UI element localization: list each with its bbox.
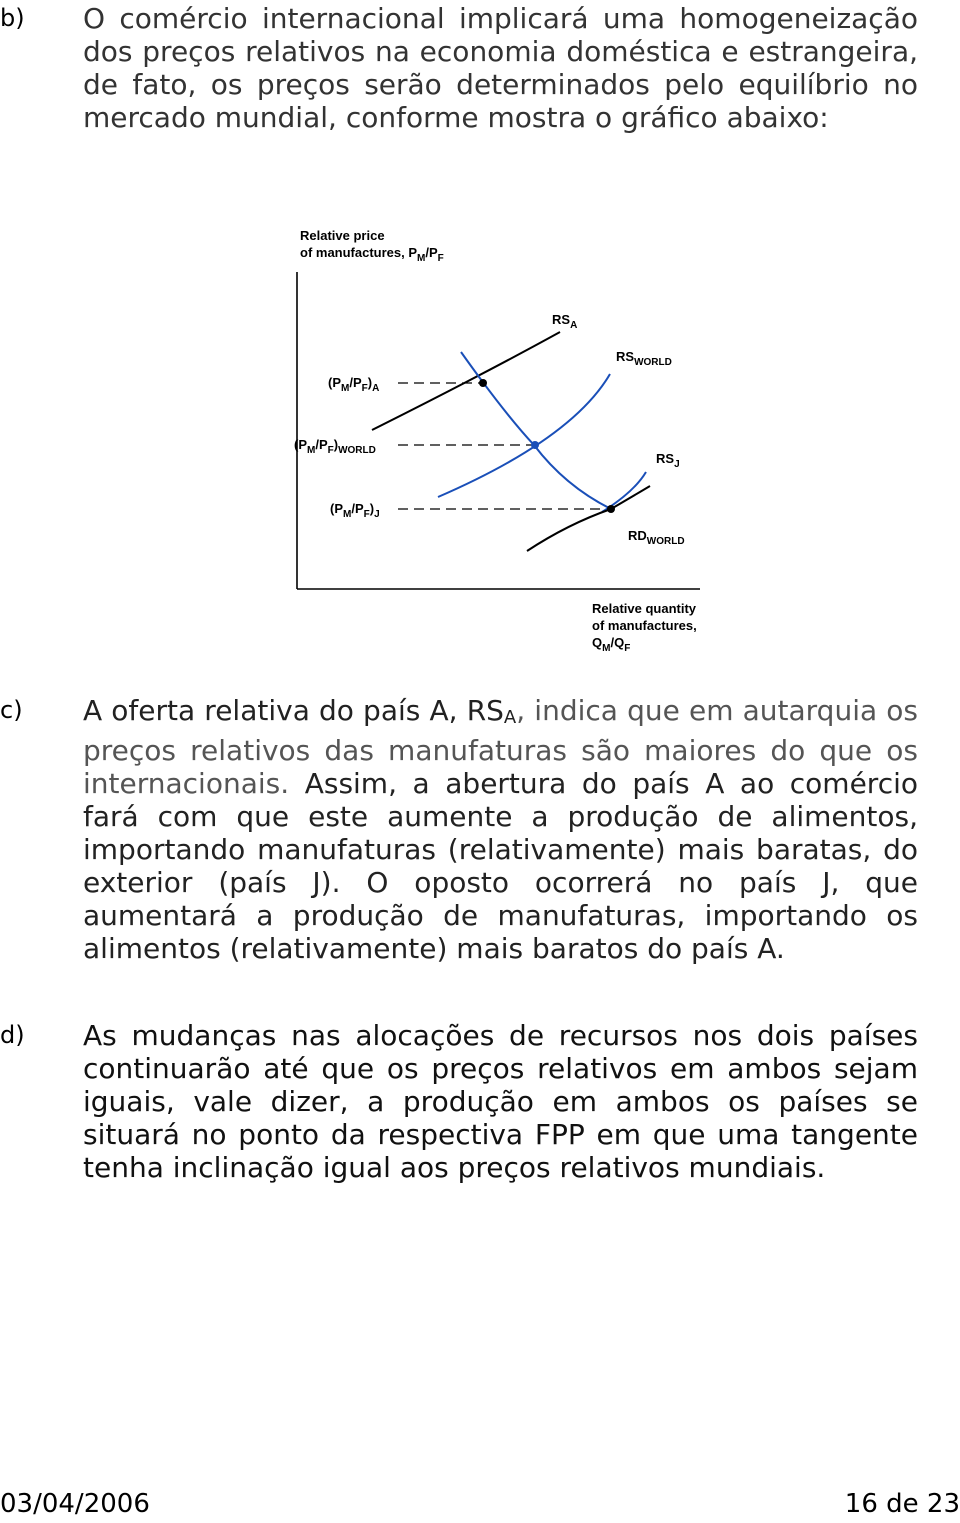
rs-a-label-base: RS — [552, 312, 571, 327]
rs-a-curve — [372, 332, 560, 430]
item-d — [0, 1019, 918, 1184]
rs-j-label-sub: J — [674, 459, 680, 470]
equilibrium-point-a — [479, 379, 487, 387]
x-axis-label-line2: of manufactures, — [592, 618, 697, 633]
price-level-a-sub: A — [372, 383, 380, 394]
rd-world-label — [628, 528, 685, 547]
price-level-world-label: $(P_M/P_F)_{WORLD}$ — [294, 437, 376, 456]
rd-world-label-base: RD — [628, 528, 647, 543]
price-level-j-label: $(P_M/P_F)_J$ — [330, 501, 380, 520]
price-level-world-sub: WORLD — [338, 445, 376, 456]
rs-world-curve — [438, 374, 610, 497]
rs-world-label-sub: WORLD — [634, 357, 672, 368]
item-c — [0, 694, 918, 965]
price-level-a-label: $(P_M/P_F)_A$ — [328, 375, 380, 394]
y-axis-label-slash: /P — [425, 245, 438, 260]
item-d-marker: d) — [0, 1021, 25, 1049]
item-c-text-before: A oferta relativa do país A, RS — [83, 694, 504, 727]
item-c-marker: c) — [0, 696, 23, 724]
rs-j-label-base: RS — [656, 451, 675, 466]
y-axis-label-sub-m: M — [417, 253, 426, 264]
rs-a-label-sub: A — [570, 320, 578, 331]
item-c-text — [83, 694, 918, 965]
item-c-text-dim: , indica que em autarquia os preços relativos das manufaturas são maiores do que os internacionais. — [83, 694, 918, 800]
rs-j-label — [656, 451, 680, 470]
y-axis-label-line2-text: of manufactures, P — [300, 245, 418, 260]
item-b — [0, 2, 918, 134]
footer-page-number: 16 de 23 — [844, 1489, 960, 1519]
item-c-text-after: Assim, a abertura do país A ao comércio fará com que este aumente a produção de alimentos, importando manufaturas (relativamente) mais baratas, do exterior (país J). O oposto ocorrerá no país J, que aumentará a produção de manufaturas, importando os alimentos (relativamente) mais baratos do país A. — [83, 767, 918, 965]
y-axis-label-sub-f: F — [437, 253, 444, 264]
equilibrium-point-j — [607, 505, 615, 513]
x-axis-label-q: Q — [592, 635, 603, 650]
rs-world-label — [616, 349, 672, 368]
rd-world-curve — [461, 352, 611, 509]
rs-a-label — [552, 312, 577, 331]
item-b-marker: b) — [0, 4, 25, 32]
item-d-text: As mudanças nas alocações de recursos nos dois países continuarão até que os preços relativos em ambos sejam iguais, vale dizer, a produção em ambos os países se situará no ponto da respectiva FPP em que uma tangente tenha inclinação igual aos preços relativos mundiais. — [83, 1019, 918, 1184]
rs-world-label-base: RS — [616, 349, 635, 364]
x-axis-label-line1: Relative quantity — [592, 601, 697, 616]
price-level-j-sub: J — [374, 509, 380, 520]
y-axis-label-line1: Relative price — [300, 228, 385, 243]
x-axis-label-line3: $Q_M/Q_F$ — [592, 635, 631, 654]
equilibrium-point-world — [531, 441, 539, 449]
figure-svg — [290, 224, 710, 662]
footer-date: 03/04/2006 — [0, 1489, 150, 1519]
item-c-rs-subscript: A — [503, 707, 517, 728]
y-axis-label-line2 — [300, 245, 444, 264]
relative-price-figure — [290, 224, 710, 662]
rd-world-label-sub: WORLD — [646, 536, 685, 547]
item-b-text: O comércio internacional implicará uma homogeneização dos preços relativos na economia doméstica e estrangeira, de fato, os preços serão determinados pelo equilíbrio no mercado mundial, conforme mostra o gráfico abaixo: — [83, 2, 918, 134]
